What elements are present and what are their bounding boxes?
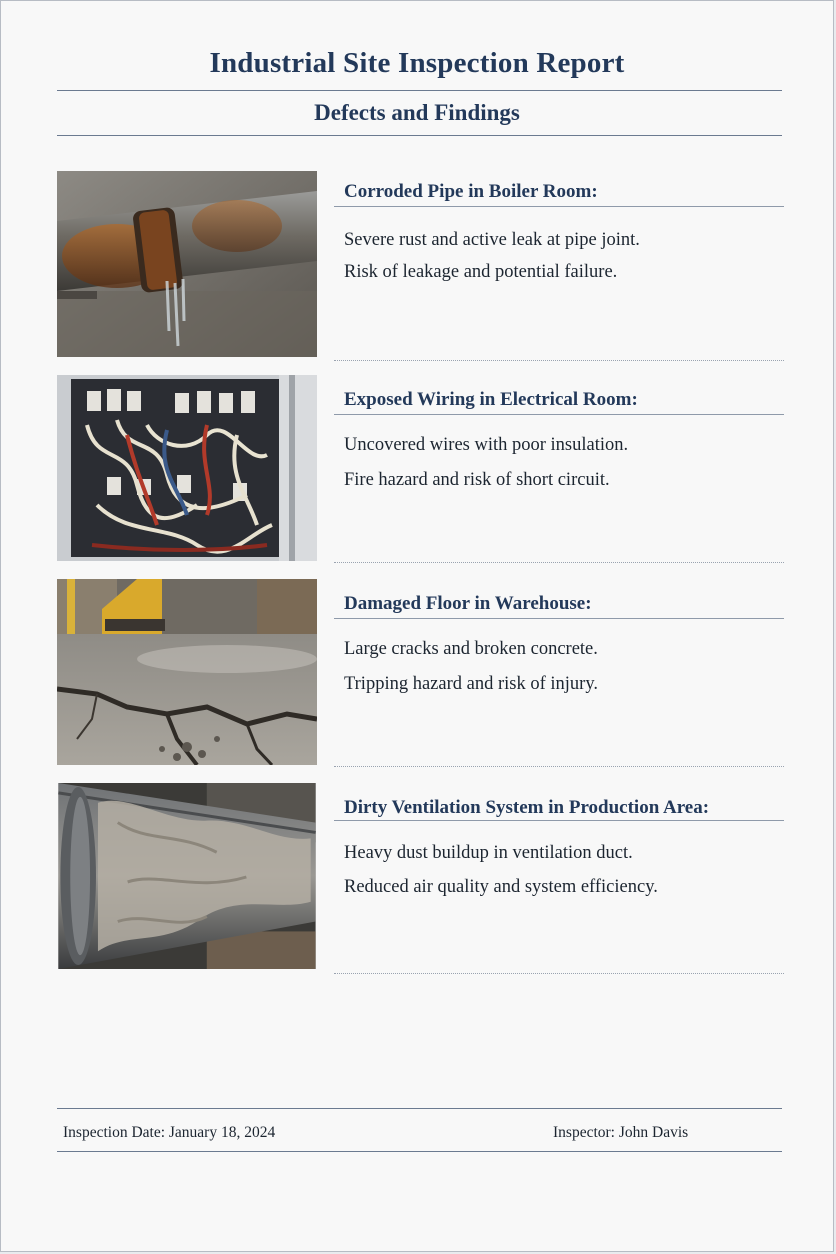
- finding-detail: Tripping hazard and risk of injury.: [344, 674, 598, 694]
- inspection-date: Inspection Date: January 18, 2024: [63, 1124, 276, 1141]
- report-subtitle: Defects and Findings: [314, 100, 520, 125]
- damaged-floor-photo: [57, 579, 317, 765]
- finding-title: Dirty Ventilation System in Production Area:: [344, 797, 710, 818]
- finding-title-rule: [334, 618, 784, 619]
- title-rule: [57, 90, 782, 91]
- footer-top-rule: [57, 1108, 782, 1109]
- finding-detail: Heavy dust buildup in ventilation duct.: [344, 843, 633, 863]
- finding-detail: Reduced air quality and system efficiency.: [344, 877, 658, 897]
- finding-detail: Risk of leakage and potential failure.: [344, 262, 618, 282]
- finding-title: Corroded Pipe in Boiler Room:: [344, 181, 598, 202]
- finding-detail: Severe rust and active leak at pipe joint.: [344, 230, 640, 250]
- exposed-wiring-photo: [57, 375, 317, 561]
- finding-title-rule: [334, 414, 784, 415]
- finding-title: Exposed Wiring in Electrical Room:: [344, 389, 638, 410]
- finding-divider: [334, 766, 784, 767]
- subtitle-rule: [57, 135, 782, 136]
- report-title: Industrial Site Inspection Report: [209, 47, 625, 79]
- finding-divider: [334, 562, 784, 563]
- finding-detail: Large cracks and broken concrete.: [344, 639, 598, 659]
- finding-title-rule: [334, 820, 784, 821]
- inspector-name: Inspector: John Davis: [553, 1124, 689, 1141]
- finding-detail: Uncovered wires with poor insulation.: [344, 435, 629, 455]
- corroded-pipe-photo: [57, 171, 317, 357]
- finding-title-rule: [334, 206, 784, 207]
- finding-divider: [334, 360, 784, 361]
- footer-bottom-rule: [57, 1151, 782, 1152]
- finding-divider: [334, 973, 784, 974]
- finding-title: Damaged Floor in Warehouse:: [344, 593, 592, 614]
- finding-detail: Fire hazard and risk of short circuit.: [344, 470, 610, 490]
- dirty-duct-photo: [57, 783, 317, 971]
